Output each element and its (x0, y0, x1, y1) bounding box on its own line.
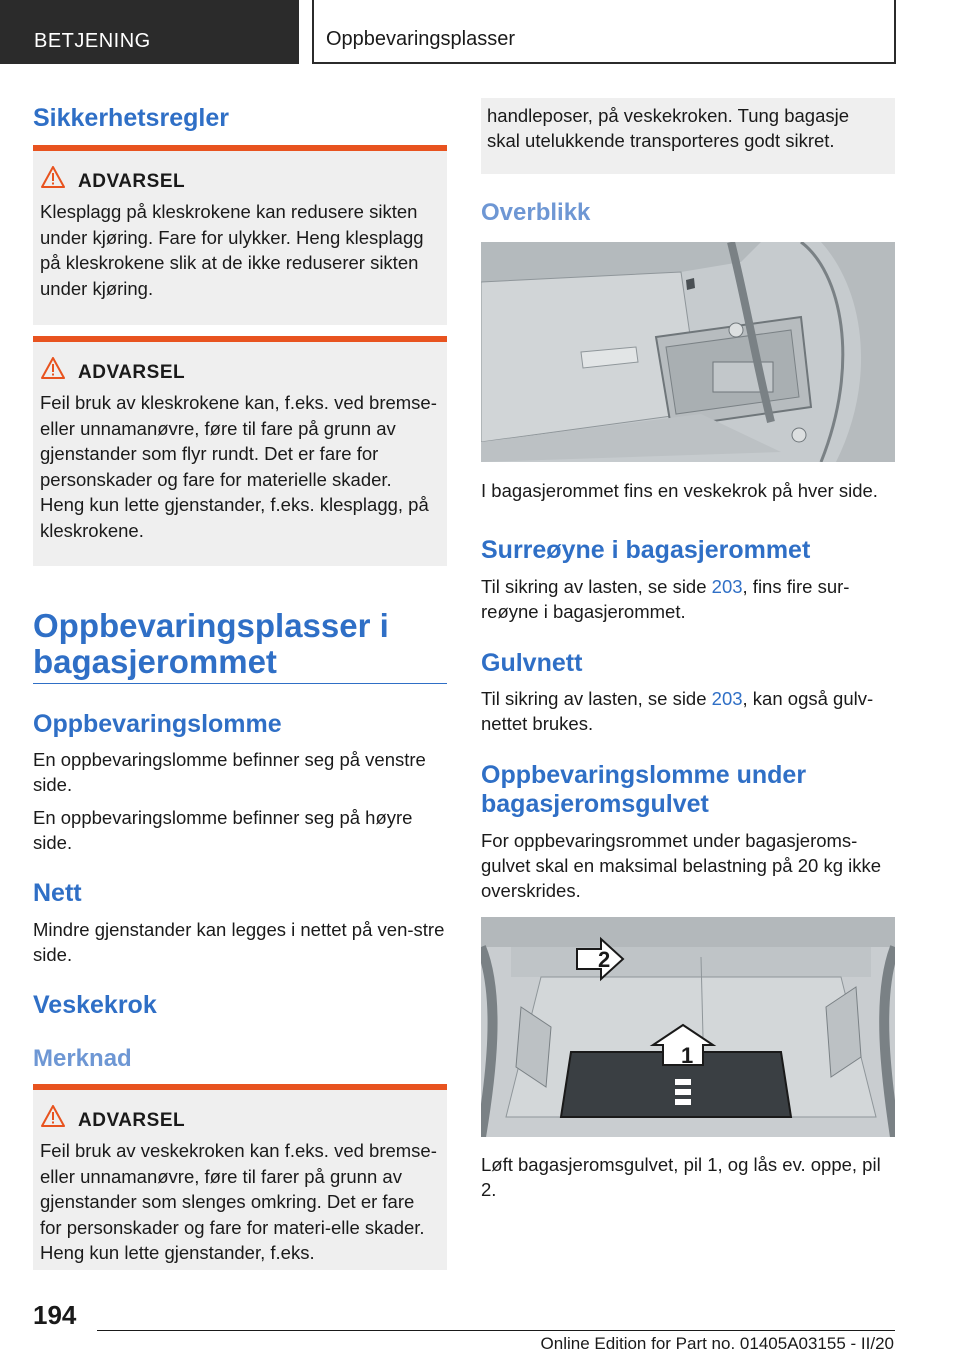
warning-title: ADVARSEL (78, 171, 186, 192)
note-heading: Merknad (33, 1045, 132, 1072)
underfloor-text: For oppbevaringsrommet under bagasjeroms-gulvet skal en maksimal belastning på 20 kg ikke overskrides. (481, 830, 882, 901)
floornet-heading: Gulvnett (481, 649, 583, 677)
main-heading-line1: Oppbevaringsplasser i (33, 607, 389, 644)
heading-rule (33, 683, 447, 684)
underfloor-heading-line1: Oppbevaringslomme under (481, 761, 807, 789)
warning-box-1 (33, 145, 447, 325)
net-heading: Nett (33, 879, 82, 907)
underfloor-heading-line2: bagasjeromsgulvet (481, 790, 709, 818)
overview-caption: I bagasjerommet fins en veskekrok på hver side. (481, 480, 878, 501)
overview-heading: Overblikk (481, 199, 591, 226)
floornet-text: Til sikring av lasten, se side 203, kan også gulv-nettet brukes. (481, 688, 874, 734)
net-text: Mindre gjenstander kan legges i nettet på ven-stre side. (33, 919, 445, 965)
arrow-1-label: 1 (681, 1043, 694, 1068)
warning-box-2 (33, 336, 447, 566)
warning-continuation-box (481, 98, 895, 174)
lash-heading: Surreøyne i bagasjerommet (481, 536, 811, 564)
trunk-side-illustration (481, 242, 895, 462)
underfloor-caption: Løft bagasjeromsgulvet, pil 1, og lås ev. oppe, pil 2. (481, 1154, 881, 1200)
warning-triangle-icon (41, 1105, 65, 1127)
hook-heading: Veskekrok (33, 991, 157, 1019)
pocket-heading: Oppbevaringslomme (33, 710, 282, 738)
arrow-2-label: 2 (598, 947, 611, 972)
page-link[interactable]: 203 (711, 688, 743, 709)
warning-text: Klesplagg på kleskrokene kan redusere sikten under kjøring. Fare for ulykker. Heng klesplagg på kleskrokene slik at de ikke reduserer sikten under kjøring. (40, 201, 424, 299)
warning-text: Feil bruk av kleskrokene kan, f.eks. ved bremse- eller unnamanøvre, føre til fare på grunn av gjenstander som flyr rundt. Det er fare for personskader og fare for materielle skader. Heng kun lette gjenstander, f.eks. klesplagg, på kleskrokene. (40, 392, 437, 541)
warning-text: Feil bruk av veskekroken kan f.eks. ved bremse- eller unnamanøvre, føre til farer på grunn av gjenstander som slenges omkring. Det er fare for personskader og fare for materi-elle skader. Heng kun lette gjenstander, f.eks. (40, 1140, 437, 1263)
warning-triangle-icon (41, 166, 65, 188)
edition-note: Online Edition for Part no. 01405A03155 - II/20 (540, 1334, 894, 1353)
page-number: 194 (33, 1300, 77, 1330)
warning-title: ADVARSEL (78, 362, 186, 383)
lash-text: Til sikring av lasten, se side 203, fins fire sur-reøyne i bagasjerommet. (481, 576, 850, 622)
trunk-floor-image (481, 917, 895, 1137)
section-label: BETJENING (34, 30, 151, 52)
footer-rule (97, 1330, 895, 1331)
warning-triangle-icon (41, 357, 65, 379)
warning-continuation-text: handleposer, på veskekroken. Tung bagasje skal utelukkende transporteres godt sikret. (487, 105, 850, 151)
section-tab (0, 0, 299, 64)
chapter-title: Oppbevaringsplasser (326, 28, 515, 50)
chapter-title-box (312, 0, 896, 64)
warning-title: ADVARSEL (78, 1110, 186, 1131)
pocket-text-2: En oppbevaringslomme befinner seg på høyre side. (33, 807, 413, 853)
warning-box-3 (33, 1084, 447, 1270)
trunk-floor-illustration (481, 917, 895, 1137)
trunk-side-image (481, 242, 895, 462)
main-heading-line2: bagasjerommet (33, 643, 277, 680)
page-link[interactable]: 203 (711, 576, 743, 597)
pocket-text-1: En oppbevaringslomme befinner seg på venstre side. (33, 749, 426, 795)
safety-heading: Sikkerhetsregler (33, 104, 229, 132)
